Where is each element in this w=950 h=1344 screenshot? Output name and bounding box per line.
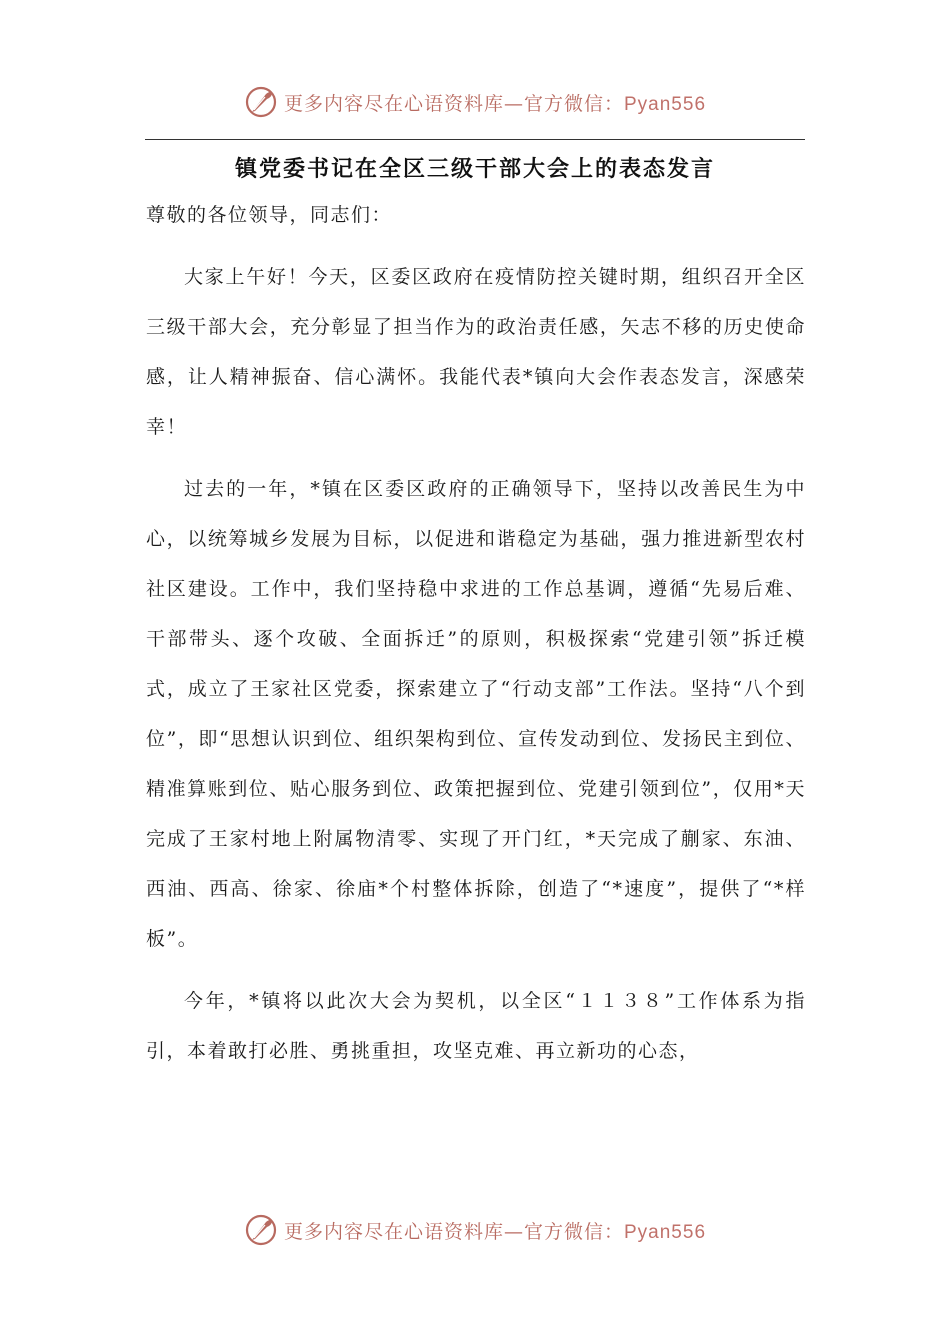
salutation: 尊敬的各位领导，同志们： [146,204,393,226]
footer-banner-text: 更多内容尽在心语资料库—官方微信：Pyan556 [283,1220,707,1243]
quill-pen-logo-icon [244,1213,278,1247]
document-body [146,190,806,1088]
document-title: 镇党委书记在全区三级干部大会上的表态发言 [234,157,715,182]
header-banner [0,80,950,124]
paragraph-2: 过去的一年，*镇在区委区政府的正确领导下，坚持以改善民生为中心，以统筹城乡发展为目标，以促进和谐稳定为基础，强力推进新型农村社区建设。工作中，我们坚持稳中求进的工作总基调，遵循“先易后难、干部带头、逐个攻破、全面拆迁”的原则，积极探索“党建引领”拆迁模式，成立了王家社区党委，探索建立了“行动支部”工作法。坚持“八个到位”，即“思想认识到位、组织架构到位、宣传发动到位、发扬民主到位、精准算账到位、贴心服务到位、政策把握到位、党建引领到位”，仅用*天完成了王家村地上附属物清零、实现了开门红，*天完成了蒯家、东油、西油、西高、徐家、徐庙*个村整体拆除，创造了“*速度”，提供了“*样板”。 [146,478,806,950]
quill-pen-logo-icon [244,85,278,119]
footer-banner [0,1208,950,1252]
header-banner-text: 更多内容尽在心语资料库—官方微信：Pyan556 [283,92,707,115]
paragraph-3: 今年，*镇将以此次大会为契机，以全区“１１３８”工作体系为指引，本着敢打必胜、勇挑重担，攻坚克难、再立新功的心态， [146,990,806,1062]
header-divider [145,139,805,140]
paragraph-1: 大家上午好！今天，区委区政府在疫情防控关键时期，组织召开全区三级干部大会，充分彰显了担当作为的政治责任感，矢志不移的历史使命感，让人精神振奋、信心满怀。我能代表*镇向大会作表态发言，深感荣幸！ [146,266,806,438]
